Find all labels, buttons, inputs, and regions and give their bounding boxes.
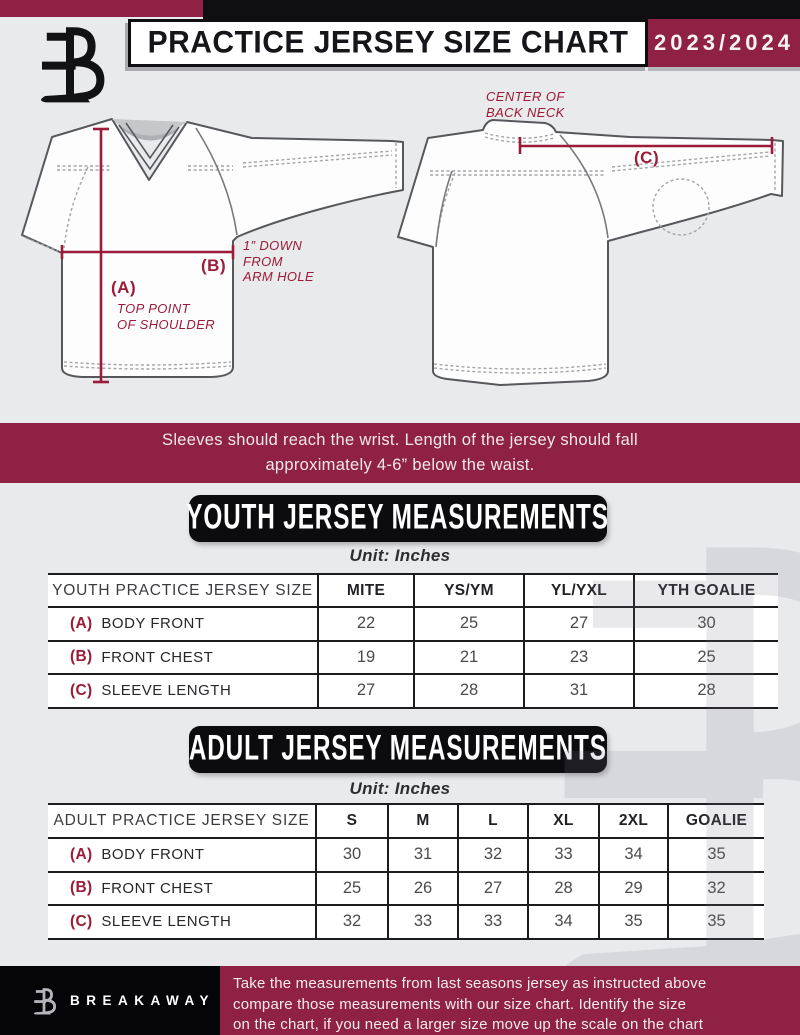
center-back-neck-note: CENTER OF BACK NECK	[486, 89, 565, 120]
table-row	[48, 642, 778, 676]
footer	[0, 966, 800, 1035]
table-value: 32	[315, 906, 387, 938]
footer-instructions	[220, 966, 800, 1035]
fit-notice-line2: approximately 4-6” below the waist.	[265, 456, 535, 474]
measure-label: SLEEVE LENGTH	[101, 913, 232, 931]
youth-section-heading: YOUTH JERSEY MEASUREMENTS	[189, 495, 607, 542]
table-value: 35	[667, 839, 764, 871]
measure-label: BODY FRONT	[101, 615, 205, 633]
youth-unit-label: Unit: Inches	[349, 546, 451, 565]
arm-hole-note: 1” DOWN FROM ARM HOLE	[243, 238, 315, 284]
table-value: 25	[315, 873, 387, 905]
table-value: 30	[315, 839, 387, 871]
column-header: XL	[527, 805, 598, 837]
column-header: MITE	[317, 575, 413, 606]
top-of-shoulder-note: TOP POINT OF SHOULDER	[117, 301, 216, 332]
column-header: ADULT PRACTICE JERSEY SIZE	[53, 812, 310, 829]
table-value: 34	[527, 906, 598, 938]
table-value: 22	[317, 608, 413, 640]
breakaway-footer-logo-icon	[30, 984, 58, 1018]
column-header: M	[387, 805, 457, 837]
table-row	[48, 906, 764, 940]
measure-a-label: (A)	[111, 278, 137, 297]
table-value: 30	[633, 608, 778, 640]
column-header: YS/YM	[413, 575, 523, 606]
adult-table-header-row	[48, 803, 764, 839]
table-row	[48, 675, 778, 709]
fit-notice-line1: Sleeves should reach the wrist. Length of the jersey should fall	[162, 431, 638, 449]
footer-note-line2: compare those measurements with our size chart. Identify the size	[233, 995, 687, 1013]
measure-b-label: (B)	[201, 256, 227, 275]
measure-label: SLEEVE LENGTH	[101, 682, 232, 700]
measure-key: (C)	[70, 912, 93, 930]
table-value: 33	[527, 839, 598, 871]
table-row	[48, 839, 764, 873]
table-value: 34	[598, 839, 667, 871]
column-header: YL/YXL	[523, 575, 633, 606]
season-badge	[648, 19, 800, 67]
adult-unit-label: Unit: Inches	[349, 779, 451, 798]
measure-key: (A)	[70, 614, 93, 632]
measure-label: FRONT CHEST	[101, 648, 214, 666]
column-header: S	[315, 805, 387, 837]
footer-note-line3: on the chart, if you need a larger size move up the scale on the chart	[233, 1016, 704, 1033]
table-value: 28	[413, 675, 523, 707]
measure-c-label: (C)	[634, 148, 660, 167]
measure-key: (A)	[70, 845, 93, 863]
table-value: 32	[457, 839, 527, 871]
table-value: 31	[523, 675, 633, 707]
top-black-bar	[203, 0, 800, 20]
jersey-diagram	[0, 100, 800, 425]
table-value: 33	[387, 906, 457, 938]
footer-brand-block	[0, 966, 220, 1035]
table-row	[48, 608, 778, 642]
column-header: YOUTH PRACTICE JERSEY SIZE	[52, 581, 313, 599]
table-value: 28	[633, 675, 778, 707]
column-header: GOALIE	[667, 805, 764, 837]
table-value: 29	[598, 873, 667, 905]
youth-table-header-row	[48, 573, 778, 608]
table-value: 33	[457, 906, 527, 938]
column-header: 2XL	[598, 805, 667, 837]
table-value: 27	[317, 675, 413, 707]
table-value: 31	[387, 839, 457, 871]
table-value: 25	[413, 608, 523, 640]
youth-size-table	[48, 573, 778, 709]
adult-size-table	[48, 803, 764, 940]
table-value: 32	[667, 873, 764, 905]
adult-section-heading: ADULT JERSEY MEASUREMENTS	[189, 726, 607, 773]
table-value: 35	[598, 906, 667, 938]
brand-name: BREAKAWAY	[70, 993, 216, 1008]
table-value: 27	[457, 873, 527, 905]
fit-notice-banner	[0, 423, 800, 483]
header-title-box	[128, 19, 648, 67]
table-value: 35	[667, 906, 764, 938]
table-value: 28	[527, 873, 598, 905]
footer-note-line1: Take the measurements from last seasons jersey as instructed above	[233, 975, 707, 992]
measure-key: (B)	[70, 648, 93, 666]
measure-key: (B)	[70, 879, 93, 897]
table-value: 26	[387, 873, 457, 905]
table-row	[48, 873, 764, 907]
column-header: L	[457, 805, 527, 837]
column-header: YTH GOALIE	[633, 575, 778, 606]
season-label: 2023/2024	[654, 30, 794, 55]
table-value: 21	[413, 642, 523, 674]
breakaway-logo-icon	[30, 20, 110, 108]
table-value: 27	[523, 608, 633, 640]
measure-label: BODY FRONT	[101, 846, 205, 864]
page-title: PRACTICE JERSEY SIZE CHART	[147, 25, 629, 60]
table-value: 19	[317, 642, 413, 674]
measure-key: (C)	[70, 681, 93, 699]
measure-label: FRONT CHEST	[101, 879, 214, 897]
top-maroon-strip	[0, 0, 203, 17]
table-value: 25	[633, 642, 778, 674]
table-value: 23	[523, 642, 633, 674]
